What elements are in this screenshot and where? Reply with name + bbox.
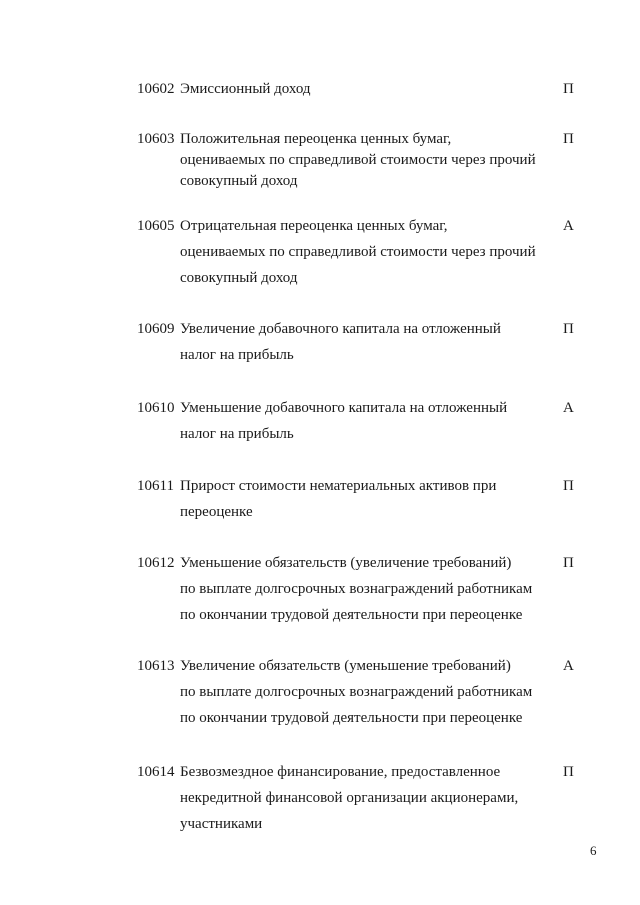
- account-code: 10612: [137, 555, 175, 571]
- account-description: [180, 401, 560, 442]
- description-line: переоценке: [180, 504, 253, 520]
- account-description: [180, 479, 560, 520]
- account-code: 10613: [137, 658, 175, 674]
- description-line: Эмиссионный доход: [180, 81, 311, 97]
- description-line: совокупный доход: [180, 173, 298, 189]
- account-description: [180, 556, 560, 623]
- account-type: П: [563, 81, 574, 97]
- page-number: 6: [590, 843, 597, 858]
- description-line: по окончании трудовой деятельности при переоценке: [180, 607, 523, 623]
- description-line: Уменьшение добавочного капитала на отложенный: [180, 400, 508, 416]
- description-line: участниками: [180, 816, 263, 832]
- description-line: Прирост стоимости нематериальных активов при: [180, 478, 497, 494]
- account-type: А: [563, 658, 574, 674]
- description-line: по окончании трудовой деятельности при переоценке: [180, 710, 523, 726]
- account-code: 10605: [137, 218, 175, 234]
- account-description: [180, 82, 560, 97]
- description-line: оцениваемых по справедливой стоимости через прочий: [180, 244, 536, 260]
- account-code: 10610: [137, 400, 175, 416]
- account-type: А: [563, 400, 574, 416]
- account-description: [180, 132, 560, 189]
- account-description: [180, 659, 560, 726]
- description-line: налог на прибыль: [180, 426, 294, 442]
- account-code: 10611: [137, 478, 174, 494]
- description-line: Уменьшение обязательств (увеличение требований): [180, 555, 512, 571]
- account-code: 10602: [137, 81, 175, 97]
- account-description: [180, 765, 560, 832]
- account-type: А: [563, 218, 574, 234]
- description-line: Положительная переоценка ценных бумаг,: [180, 131, 452, 147]
- account-type: П: [563, 131, 574, 147]
- description-line: по выплате долгосрочных вознаграждений работникам: [180, 581, 533, 597]
- account-description: [180, 219, 560, 286]
- description-line: Увеличение добавочного капитала на отложенный: [180, 321, 501, 337]
- description-line: налог на прибыль: [180, 347, 294, 363]
- description-line: совокупный доход: [180, 270, 298, 286]
- description-line: оцениваемых по справедливой стоимости через прочий: [180, 152, 536, 168]
- account-code: 10603: [137, 131, 175, 147]
- account-type: П: [563, 764, 574, 780]
- account-type: П: [563, 478, 574, 494]
- account-description: [180, 322, 560, 363]
- account-type: П: [563, 555, 574, 571]
- description-line: по выплате долгосрочных вознаграждений работникам: [180, 684, 533, 700]
- description-line: Увеличение обязательств (уменьшение требований): [180, 658, 511, 674]
- description-line: Безвозмездное финансирование, предоставленное: [180, 764, 501, 780]
- description-line: Отрицательная переоценка ценных бумаг,: [180, 218, 448, 234]
- account-code: 10614: [137, 764, 175, 780]
- description-line: некредитной финансовой организации акционерами,: [180, 790, 519, 806]
- account-type: П: [563, 321, 574, 337]
- account-code: 10609: [137, 321, 175, 337]
